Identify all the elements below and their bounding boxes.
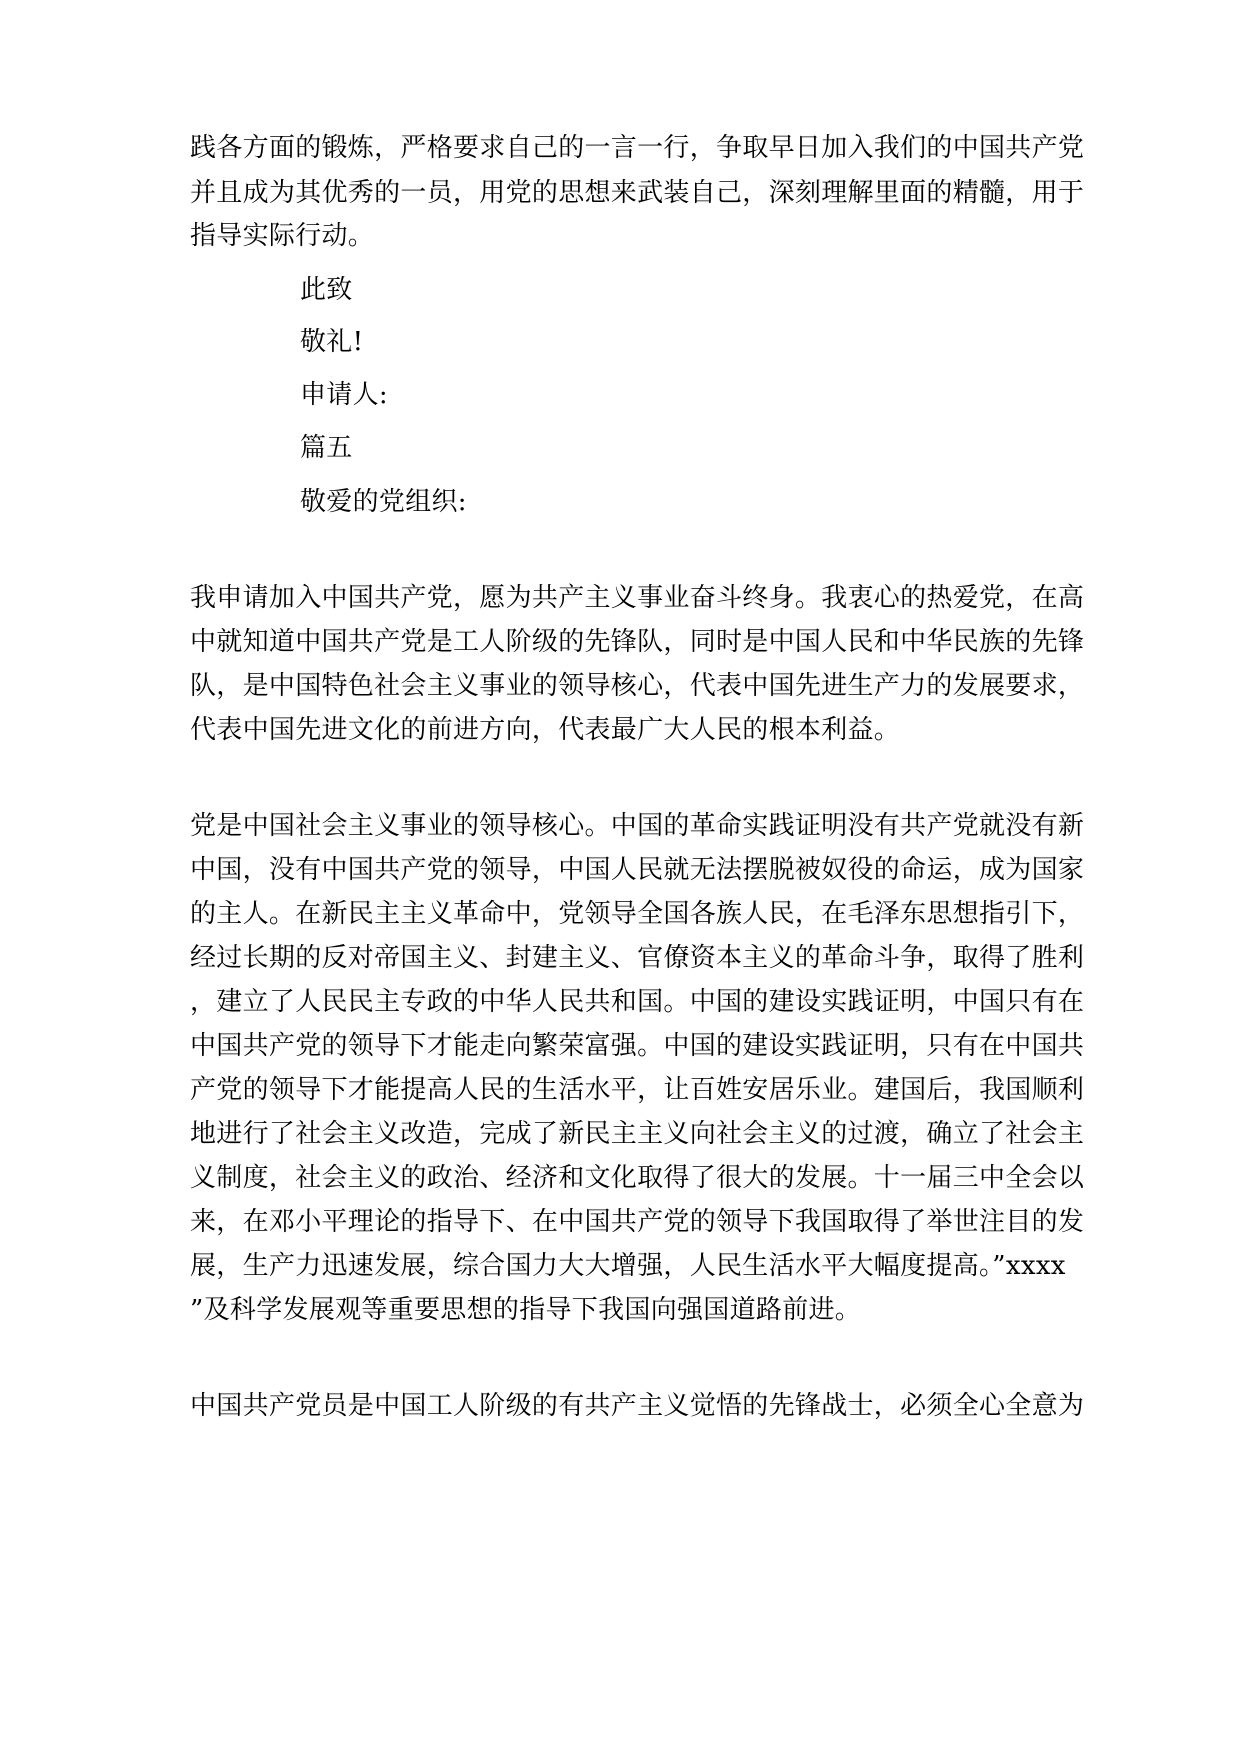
text-line: ”及科学发展观等重要思想的指导下我国向强国道路前进。 (190, 1295, 862, 1325)
text-line: 中国共产党员是中国工人阶级的有共产主义觉悟的先锋战士，必须全心全意为 (190, 1391, 1085, 1421)
text-line: 践各方面的锻炼，严格要求自己的一言一行，争取早日加入我们的中国共产党 (190, 133, 1085, 163)
text-line: 中就知道中国共产党是工人阶级的先锋队，同时是中国人民和中华民族的先锋 (190, 627, 1085, 657)
text-line: 党是中国社会主义事业的领导核心。中国的革命实践证明没有共产党就没有新 (190, 811, 1085, 841)
applicant-label: 申请人: (300, 380, 388, 410)
text-line: 展，生产力迅速发展，综合国力大大增强，人民生活水平大幅度提高。”xxxx (190, 1251, 1066, 1281)
text-line: 经过长期的反对帝国主义、封建主义、官僚资本主义的革命斗争，取得了胜利 (190, 943, 1085, 973)
text-line: 地进行了社会主义改造，完成了新民主主义向社会主义的过渡，确立了社会主 (190, 1119, 1085, 1149)
text-line: 代表中国先进文化的前进方向，代表最广大人民的根本利益。 (190, 715, 901, 745)
text-line: 中国，没有中国共产党的领导，中国人民就无法摆脱被奴役的命运，成为国家 (190, 855, 1085, 885)
closing-salutation: 此致 (300, 275, 353, 305)
text-line: 并且成为其优秀的一员，用党的思想来武装自己，深刻理解里面的精髓，用于 (190, 178, 1085, 208)
text-line: 队，是中国特色社会主义事业的领导核心，代表中国先进生产力的发展要求， (190, 671, 1085, 701)
text-line: 指导实际行动。 (190, 221, 375, 251)
text-line: 产党的领导下才能提高人民的生活水平，让百姓安居乐业。建国后，我国顺利 (190, 1075, 1085, 1105)
text-line: 我申请加入中国共产党，愿为共产主义事业奋斗终身。我衷心的热爱党，在高 (190, 583, 1085, 613)
closing-regards: 敬礼! (300, 327, 364, 357)
text-line: 来，在邓小平理论的指导下、在中国共产党的领导下我国取得了举世注目的发 (190, 1207, 1085, 1237)
greeting: 敬爱的党组织: (300, 487, 467, 517)
text-line: 义制度，社会主义的政治、经济和文化取得了很大的发展。十一届三中全会以 (190, 1163, 1085, 1193)
text-line: 的主人。在新民主主义革命中，党领导全国各族人民，在毛泽东思想指引下， (190, 899, 1085, 929)
text-line: ，建立了人民民主专政的中华人民共和国。中国的建设实践证明，中国只有在 (190, 987, 1085, 1017)
section-title: 篇五 (300, 433, 353, 463)
text-line: 中国共产党的领导下才能走向繁荣富强。中国的建设实践证明，只有在中国共 (190, 1031, 1085, 1061)
